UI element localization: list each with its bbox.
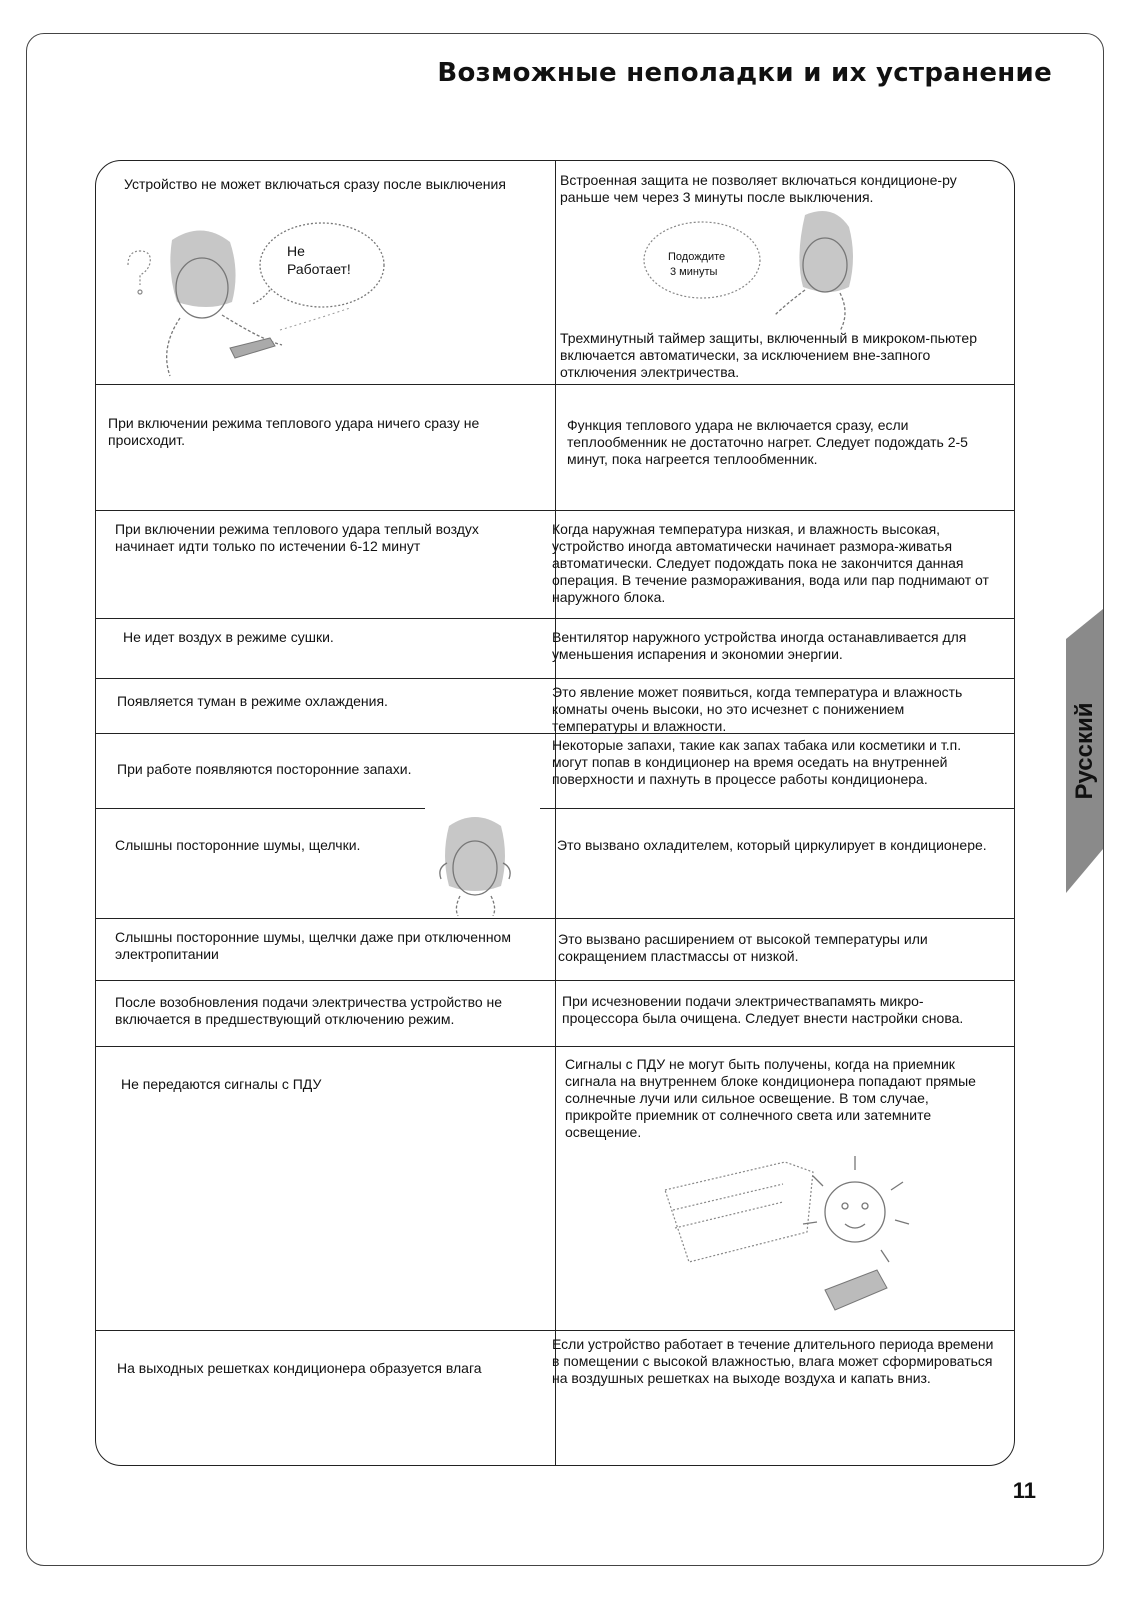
row-9-explanation: При исчезновении подачи электричествапамять микро-процессора была очищена. Следует внести настройки снова. (562, 993, 964, 1026)
language-tab (1066, 609, 1103, 893)
language-tab-label: Русский (1070, 702, 1098, 800)
row-10-explanation: Сигналы с ПДУ не могут быть получены, когда на приемник сигнала на внутреннем блоке кондиционера попадают прямые солнечные лучи или сильное освещение. В том случае, прикройте приемник от солнечного света или затемните освещение. (565, 1056, 976, 1140)
row-6-explanation: Некоторые запахи, такие как запах табака или косметики и т.п. могут попав в кондиционер на время оседать на внутренней поверхности и пахнуть в процессе работы кондиционера. (552, 737, 962, 787)
row-3-explanation: Когда наружная температура низкая, и влажность высокая, устройство иногда автоматически начинает размора-живатья автоматически. Следует подождать пока не закончится данная операция. В течение размораживания, вода или пар поднимают от наружного блока. (552, 521, 989, 605)
row-9-problem: После возобновления подачи электричества устройство не включается в предшествующий отключению режим. (115, 994, 503, 1027)
row-2-problem: При включении режима теплового удара ничего сразу не происходит. (108, 415, 480, 448)
row-4-explanation: Вентилятор наружного устройства иногда останавливается для уменьшения испарения и экономии энергии. (552, 629, 967, 662)
row-divider (95, 510, 1015, 511)
girl-covering-ears-illustration (425, 808, 525, 916)
not-working-bubble-line1: Не (287, 243, 305, 259)
row-5-problem: Появляется туман в режиме охлаждения. (117, 693, 388, 709)
row-divider (95, 808, 425, 809)
row-divider (95, 384, 1015, 385)
row-divider (95, 1046, 1015, 1047)
row-11-problem: На выходных решетках кондиционера образуется влага (117, 1360, 482, 1376)
sun-on-air-conditioner-illustration (655, 1150, 915, 1326)
row-8-explanation: Это вызвано расширением от высокой температуры или сокращением пластмассы от низкой. (558, 931, 928, 964)
row-4-problem: Не идет воздух в режиме сушки. (123, 629, 334, 645)
page-title: Возможные неполадки и их устранение (437, 58, 1052, 88)
row-1-explanation: Встроенная защита не позволяет включаться кондиционе-ру раньше чем через 3 минуты после выключения. (560, 172, 957, 205)
row-3-problem: При включении режима теплового удара теплый воздух начинает идти только по истечении 6-12 минут (115, 521, 479, 554)
remote-control-figure (825, 1270, 887, 1310)
row-7-explanation: Это вызвано охладителем, который циркулирует в кондиционере. (557, 837, 987, 853)
wait-bubble-line2: 3 минуты (670, 266, 718, 278)
sun-figure (803, 1156, 909, 1262)
row-divider (95, 980, 1015, 981)
row-divider (95, 678, 1015, 679)
wait-bubble-line1: Подождите (668, 251, 726, 263)
girl-figure-right (775, 211, 853, 331)
page-number: 11 (1012, 1478, 1036, 1503)
row-1-explanation-extra: Трехминутный таймер защиты, включенный в микроком-пьютер включается автоматически, за исключением вне-запного отключения электричества. (560, 330, 977, 380)
row-6-problem: При работе появляются посторонние запахи. (117, 761, 412, 777)
row-8-problem: Слышны посторонние шумы, щелчки даже при отключенном электропитании (115, 929, 511, 962)
girl-figure-left (167, 230, 350, 376)
row-divider (95, 918, 1015, 919)
row-11-explanation: Если устройство работает в течение длительного периода времени в помещении с высокой влажностью, влага может сформироваться на воздушных решетках на выходе воздуха и капать вниз. (552, 1336, 994, 1386)
table-column-divider (555, 160, 556, 1466)
confused-girl-illustration (110, 210, 400, 380)
wait-girl-illustration (640, 205, 870, 335)
row-7-problem: Слышны посторонние шумы, щелчки. (115, 837, 361, 853)
not-working-bubble-line2: Работает! (287, 261, 351, 277)
row-divider (95, 1330, 1015, 1331)
row-2-explanation: Функция теплового удара не включается сразу, если теплообменник не достаточно нагрет. Следует подождать 2-5 минут, пока нагреется теплообменник. (567, 417, 968, 467)
row-divider (540, 808, 1015, 809)
row-1-problem: Устройство не может включаться сразу после выключения (124, 176, 506, 192)
row-5-explanation: Это явление может появиться, когда температура и влажность комнаты очень высоки, но это исчезнет с понижением температуры и влажности. (552, 684, 963, 734)
row-divider (95, 618, 1015, 619)
row-10-problem: Не передаются сигналы с ПДУ (121, 1076, 322, 1092)
